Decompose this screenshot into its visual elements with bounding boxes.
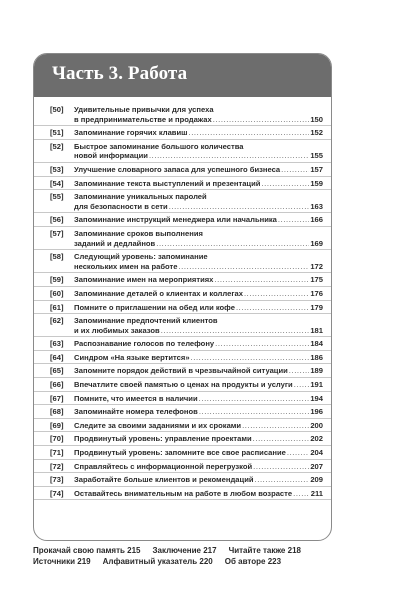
back-matter-row	[33, 545, 330, 556]
back-matter-item[interactable]	[33, 556, 91, 567]
page-number: 157	[310, 164, 323, 174]
page-number: 172	[310, 261, 323, 271]
dot-leader	[188, 128, 309, 138]
toc-entry[interactable]	[34, 392, 331, 406]
chapter-title: Запоминание предпочтений клиентов	[74, 316, 218, 326]
chapter-title: в предпринимательстве и продажах	[74, 114, 212, 124]
dot-leader	[215, 339, 309, 349]
back-matter-item[interactable]	[229, 545, 301, 556]
toc-entry[interactable]	[34, 140, 331, 163]
dot-leader	[156, 239, 309, 249]
part-header	[34, 54, 331, 97]
page-number: 200	[310, 420, 323, 430]
back-matter-row	[33, 556, 330, 567]
chapter-number: [51]	[50, 128, 64, 138]
chapter-title: новой информации	[74, 151, 148, 161]
back-matter-page: 223	[267, 557, 282, 566]
chapter-number: [55]	[50, 192, 64, 202]
dot-leader	[253, 462, 309, 472]
chapter-number: [52]	[50, 141, 64, 151]
chapter-title: Продвинутый уровень: управление проектами	[74, 434, 252, 444]
chapter-number: [54]	[50, 178, 64, 188]
back-matter-item[interactable]	[225, 556, 281, 567]
page-number: 211	[310, 488, 323, 498]
page-number: 159	[310, 178, 323, 188]
back-matter-label: Читайте также	[228, 546, 286, 555]
toc-entry[interactable]	[34, 378, 331, 392]
chapter-title: Запоминание горячих клавиш	[74, 128, 188, 138]
toc-entry[interactable]	[34, 446, 331, 460]
chapter-number: [53]	[50, 164, 64, 174]
back-matter-label: Об авторе	[224, 557, 266, 566]
chapter-title: Оставайтесь внимательным на работе в любом возрасте	[74, 488, 293, 498]
page-number: 209	[310, 475, 323, 485]
toc-entry[interactable]	[34, 287, 331, 301]
chapter-title: заданий и дедлайнов	[74, 238, 156, 248]
chapter-title: нескольких имен на работе	[74, 261, 178, 271]
page-number: 189	[310, 366, 323, 376]
chapter-title: Запомните порядок действий в чрезвычайной ситуации	[74, 366, 288, 376]
page-number: 204	[310, 448, 323, 458]
dot-leader	[293, 489, 310, 499]
page-number: 184	[310, 339, 323, 349]
back-matter-page: 215	[127, 546, 141, 555]
toc-entry[interactable]	[34, 460, 331, 474]
chapter-title: Заработайте больше клиентов и рекомендаций	[74, 475, 254, 485]
page-number: 150	[310, 114, 323, 124]
dot-leader	[161, 326, 310, 336]
toc-entry[interactable]	[34, 487, 331, 501]
dot-leader	[213, 115, 310, 125]
dot-leader	[191, 353, 310, 363]
page-number: 191	[310, 380, 323, 390]
page-number: 175	[310, 275, 323, 285]
chapter-number: [57]	[50, 228, 64, 238]
back-matter-page: 218	[287, 546, 301, 555]
toc-entry[interactable]	[34, 364, 331, 378]
chapter-number: [66]	[50, 380, 64, 390]
page-number: 176	[310, 288, 323, 298]
toc-entry[interactable]	[34, 103, 331, 126]
back-matter-page: 219	[77, 557, 91, 566]
dot-leader	[242, 421, 309, 431]
toc-entry[interactable]	[34, 419, 331, 433]
toc-entry[interactable]	[34, 432, 331, 446]
dot-leader	[255, 475, 310, 485]
page-number: 202	[310, 434, 323, 444]
toc-entry[interactable]	[34, 405, 331, 419]
chapter-title: Запоминание инструкций менеджера или начальника	[74, 215, 277, 225]
chapter-title: Следующий уровень: запоминание	[74, 252, 208, 262]
toc-entry[interactable]	[34, 250, 331, 273]
chapter-title: и их любимых заказов	[74, 325, 160, 335]
toc-entry[interactable]	[34, 314, 331, 337]
chapter-number: [72]	[50, 461, 64, 471]
dot-leader	[278, 215, 309, 225]
page-number: 155	[310, 151, 323, 161]
dot-leader	[236, 303, 309, 313]
chapter-title: Быстрое запоминание большого количества	[74, 141, 244, 151]
toc-entry[interactable]	[34, 273, 331, 287]
page-number: 169	[310, 238, 323, 248]
back-matter-label: Заключение	[152, 546, 201, 555]
chapter-number: [64]	[50, 352, 64, 362]
back-matter-label: Источники	[33, 557, 76, 566]
page-number: 181	[310, 325, 323, 335]
chapter-title: Помните о приглашении на обед или кофе	[74, 302, 235, 312]
chapter-title: Улучшение словарного запаса для успешного бизнеса	[74, 164, 281, 174]
toc-entry[interactable]	[34, 213, 331, 227]
toc-entry[interactable]	[34, 337, 331, 351]
page-number: 196	[310, 407, 323, 417]
chapter-number: [67]	[50, 393, 64, 403]
chapter-number: [70]	[50, 434, 64, 444]
page-number: 163	[310, 201, 323, 211]
page-number: 194	[310, 393, 323, 403]
toc-entry[interactable]	[34, 301, 331, 315]
chapter-title: Запоминайте номера телефонов	[74, 407, 198, 417]
dot-leader	[287, 448, 309, 458]
chapter-number: [60]	[50, 288, 64, 298]
toc-entry[interactable]	[34, 126, 331, 140]
dot-leader	[294, 380, 310, 390]
page-number: 152	[310, 128, 323, 138]
chapter-number: [58]	[50, 252, 64, 262]
chapter-title: Запоминание деталей о клиентах и коллегах	[74, 288, 243, 298]
toc-entry[interactable]	[34, 163, 331, 177]
toc-entry[interactable]	[34, 190, 331, 213]
back-matter-item[interactable]	[153, 545, 217, 556]
dot-leader	[199, 407, 310, 417]
chapter-number: [61]	[50, 302, 64, 312]
chapter-number: [50]	[50, 105, 64, 114]
chapter-number: [69]	[50, 420, 64, 430]
chapter-title: Справляйтесь с информационной перегрузкой	[74, 461, 253, 471]
chapter-number: [63]	[50, 339, 64, 349]
chapter-number: [73]	[50, 475, 64, 485]
chapter-title: Запоминание уникальных паролей	[74, 192, 207, 202]
page-number: 179	[310, 302, 323, 312]
dot-leader	[244, 289, 309, 299]
dot-leader	[149, 151, 309, 161]
back-matter-item[interactable]	[33, 545, 141, 556]
toc-entry[interactable]	[34, 473, 331, 487]
chapter-title: Удивительные привычки для успеха	[74, 105, 214, 114]
chapter-title: Запоминание имен на мероприятиях	[74, 275, 214, 285]
chapter-number: [62]	[50, 316, 64, 326]
table-of-contents	[34, 103, 331, 500]
back-matter-page: 220	[199, 557, 213, 566]
page-number: 166	[310, 215, 323, 225]
dot-leader	[261, 179, 309, 189]
chapter-number: [74]	[50, 488, 64, 498]
dot-leader	[289, 366, 310, 376]
page-number: 186	[310, 352, 323, 362]
toc-entry[interactable]	[34, 177, 331, 191]
chapter-title: Распознавание голосов по телефону	[74, 339, 215, 349]
toc-entry[interactable]	[34, 351, 331, 365]
page-number: 207	[310, 461, 323, 471]
dot-leader	[253, 434, 310, 444]
dot-leader	[281, 165, 309, 175]
chapter-title: Помните, что имеется в наличии	[74, 393, 198, 403]
chapter-title: Впечатлите своей памятью о ценах на продукты и услуги	[74, 380, 293, 390]
part-title: Часть 3. Работа	[52, 63, 188, 84]
dot-leader	[178, 262, 309, 272]
chapter-title: для безопасности в сети	[74, 201, 168, 211]
chapter-title: Следите за своими заданиями и их сроками	[74, 420, 242, 430]
chapter-number: [59]	[50, 275, 64, 285]
contents-panel	[33, 53, 332, 541]
chapter-number: [68]	[50, 407, 64, 417]
back-matter-page: 217	[203, 546, 217, 555]
chapter-number: [65]	[50, 366, 64, 376]
chapter-title: Продвинутый уровень: запомните все свое расписание	[74, 448, 286, 458]
dot-leader	[214, 275, 309, 285]
chapter-title: Запоминание текста выступлений и презентаций	[74, 178, 261, 188]
chapter-title: Запоминание сроков выполнения	[74, 228, 203, 238]
toc-entry[interactable]	[34, 227, 331, 250]
chapter-number: [71]	[50, 448, 64, 458]
dot-leader	[169, 202, 310, 212]
chapter-title: Синдром «На языке вертится»	[74, 352, 190, 362]
back-matter-item[interactable]	[103, 556, 213, 567]
back-matter-list	[33, 545, 330, 567]
dot-leader	[199, 394, 310, 404]
back-matter-label: Прокачай свою память	[33, 546, 125, 555]
chapter-number: [56]	[50, 215, 64, 225]
back-matter-label: Алфавитный указатель	[102, 557, 198, 566]
